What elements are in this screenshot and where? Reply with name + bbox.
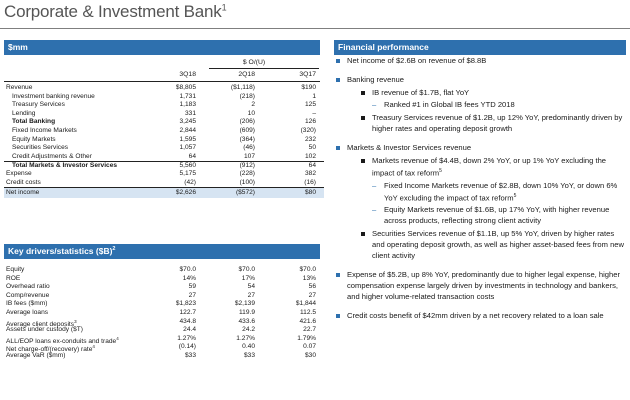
table-row: Investment banking revenue 1,731 (218) 1 <box>12 92 316 100</box>
table-row: Expense 5,175 (228) 382 <box>6 169 316 177</box>
financial-panel-header <box>334 40 626 55</box>
table-row-total: Total Markets & Investor Services 5,560 (912) 64 <box>4 161 324 170</box>
col-3q18: 3Q18 <box>179 71 196 78</box>
table-row: Treasury Services 1,183 2 125 <box>12 101 316 109</box>
table-row: Revenue $8,805 ($1,118) $190 <box>6 84 316 91</box>
col-3q17: 3Q17 <box>299 71 316 78</box>
change-header: $ O/(U) <box>242 59 266 66</box>
table-row: ROE 14% 17% 13% <box>6 274 316 282</box>
title-footnote: 1 <box>221 2 227 13</box>
list-item: Markets & Investor Services revenue Markets revenue of $4.4B, down 2% YoY, or up 1% YoY excluding the impact of tax reform$^5$ – Fixed Income Markets revenue of $2.8B, down 10% YoY, or down 6% YoY excluding the impact of tax reform$^5$ – Equity Markets revenue of $1.6B, up 17% YoY, with higher revenue across products, reflecting strong client activity Securities Services revenue of $1.1B, up 5% YoY, driven by higher rates and operating deposit growth, as well as higher asset-based fees from new client activity <box>334 142 624 261</box>
change-header-rule <box>209 68 319 69</box>
list-item: Expense of $5.2B, up 8% YoY, predominantly due to higher legal expense, higher compensation expense largely driven by investments in technology and bankers, and higher volume-related transaction costs <box>334 269 624 302</box>
table-row: Lending 331 10 – <box>12 109 316 117</box>
table-row: Fixed Income Markets 2,844 (609) (320) <box>12 126 316 134</box>
list-item: Treasury Services revenue of $1.2B, up 12% YoY, predominantly driven by higher rates and operating deposit growth <box>360 112 624 134</box>
income-header-text: $mm <box>8 42 28 52</box>
list-item: IB revenue of $1.7B, flat YoY <box>360 87 624 98</box>
table-row: Equity Markets 1,595 (364) 232 <box>12 135 316 143</box>
table-row: Equity $70.0 $70.0 $70.0 <box>6 266 316 273</box>
table-row: Securities Services 1,057 (46) 50 <box>12 144 316 152</box>
list-item: Banking revenue IB revenue of $1.7B, flat YoY – Ranked #1 in Global IB fees YTD 2018 Treasury Services revenue of $1.2B, up 12% YoY, predominantly driven by higher rates and operating deposit growth <box>334 74 624 134</box>
table-row: Credit costs (42) (100) (16) <box>6 178 316 186</box>
list-item: Markets revenue of $4.4B, down 2% YoY, or up 1% YoY excluding the impact of tax reform$^5$ <box>360 155 624 179</box>
list-item: Credit costs benefit of $42mm driven by a net recovery related to a loan sale <box>334 310 624 321</box>
list-item: Net income of $2.6B on revenue of $8.8B <box>334 55 624 66</box>
col-2q18: 2Q18 <box>238 71 255 78</box>
page-title-text: Corporate & Investment Bank <box>4 2 222 21</box>
table-row: Assets under custody ($T) 24.4 24.2 22.7 <box>6 326 316 334</box>
table-row-total: Total Banking 3,245 (206) 126 <box>12 118 316 126</box>
title-divider <box>0 28 630 29</box>
column-header-rule <box>4 81 320 82</box>
list-item: – Fixed Income Markets revenue of $2.8B, down 10% YoY, or down 6% YoY excluding the impact of tax reform$^5$ <box>372 180 624 204</box>
table-row: Average VaR ($mm) $33 $33 $30 <box>6 351 316 359</box>
drivers-header-text: Key drivers/statistics ($B) <box>8 246 113 256</box>
table-row: IB fees ($mm) $1,823 $2,139 $1,844 <box>6 300 316 308</box>
table-row: Net charge-off/(recovery) rate$^4$ (0.14) 0.40 0.07 <box>6 343 316 354</box>
income-panel-header <box>4 40 320 55</box>
financial-header-text: Financial performance <box>338 42 429 52</box>
table-row: ALL/EOP loans ex-conduits and trade$^4$ 1.27% 1.27% 1.79% <box>6 334 316 345</box>
financial-performance-list <box>334 55 624 321</box>
table-row: Credit Adjustments & Other 64 107 102 <box>12 152 316 160</box>
list-item: – Ranked #1 in Global IB fees YTD 2018 <box>372 99 624 110</box>
drivers-table <box>4 266 324 361</box>
table-row: Average client deposits$^3$ 434.8 433.6 421.6 <box>6 317 316 328</box>
page-title <box>4 2 226 22</box>
table-row: Overhead ratio 59 54 56 <box>6 283 316 291</box>
table-row: Comp/revenue 27 27 27 <box>6 291 316 299</box>
drivers-panel-header <box>4 244 320 259</box>
table-row-net-income: Net income $2,626 ($572) $80 <box>4 187 324 198</box>
list-item: – Equity Markets revenue of $1.6B, up 17% YoY, with higher revenue across products, reflecting strong client activity <box>372 204 624 226</box>
table-row: Average loans 122.7 119.9 112.5 <box>6 308 316 316</box>
list-item: Securities Services revenue of $1.1B, up 5% YoY, driven by higher rates and operating deposit growth, as well as higher asset-based fees from new client activity <box>360 228 624 261</box>
income-table <box>4 84 324 198</box>
drivers-footnote: 2 <box>112 246 116 253</box>
